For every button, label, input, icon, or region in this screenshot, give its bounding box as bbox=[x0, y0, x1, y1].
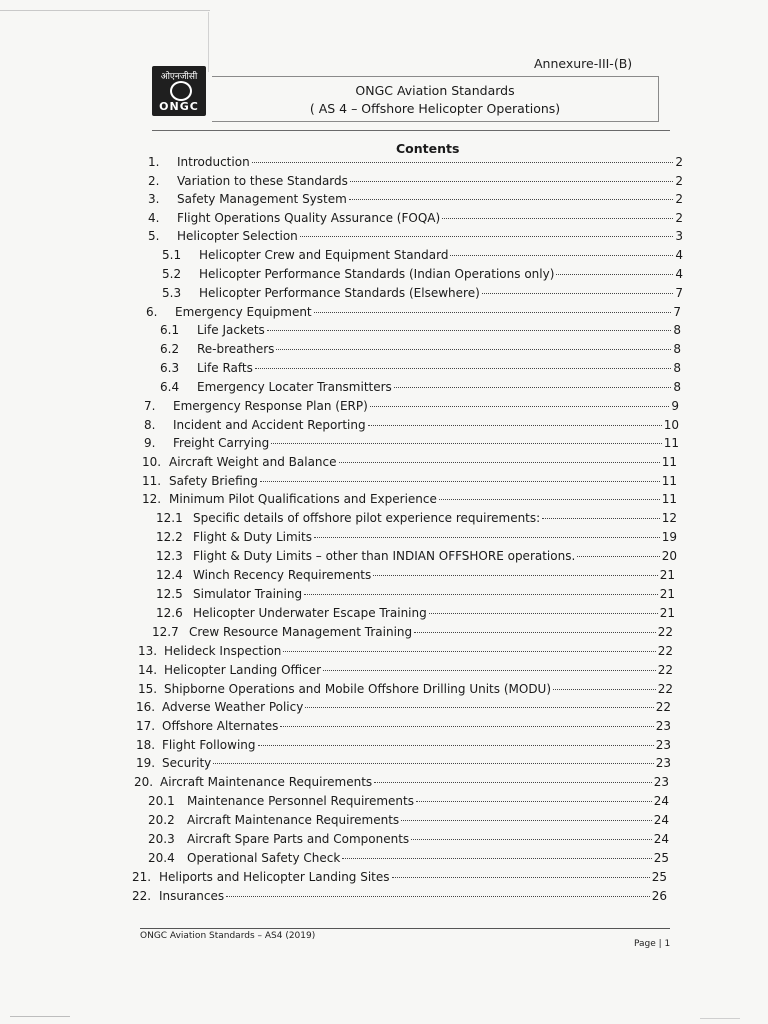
toc-entry-number: 1. bbox=[148, 155, 160, 169]
toc-entry-number: 7. bbox=[144, 399, 156, 413]
toc-entry bbox=[152, 624, 673, 640]
footer-document-title: ONGC Aviation Standards – AS4 (2019) bbox=[140, 931, 316, 941]
toc-entry-page: 3 bbox=[675, 229, 683, 243]
toc-entry-number: 4. bbox=[148, 211, 160, 225]
toc-dot-leader bbox=[300, 236, 674, 237]
toc-entry-page: 23 bbox=[655, 719, 671, 733]
toc-entry-page: 21 bbox=[659, 606, 675, 620]
toc-entry-number: 5.2 bbox=[162, 267, 182, 281]
toc-entry bbox=[162, 247, 683, 263]
toc-entry-page: 22 bbox=[657, 625, 673, 639]
toc-entry-page: 26 bbox=[651, 889, 667, 903]
toc-entry-number: 3. bbox=[148, 192, 160, 206]
toc-entry-number: 8. bbox=[144, 418, 156, 432]
toc-entry-title: Helicopter Crew and Equipment Standard bbox=[199, 248, 449, 262]
toc-entry bbox=[148, 793, 669, 809]
toc-entry-page: 11 bbox=[661, 455, 677, 469]
toc-entry-page: 22 bbox=[657, 663, 673, 677]
toc-entry-title: Emergency Equipment bbox=[175, 305, 312, 319]
toc-entry-number: 11. bbox=[142, 474, 162, 488]
toc-dot-leader bbox=[260, 481, 660, 482]
toc-entry-title: Heliports and Helicopter Landing Sites bbox=[159, 870, 390, 884]
scan-edge bbox=[700, 1018, 740, 1019]
scan-edge bbox=[208, 12, 209, 72]
toc-entry bbox=[144, 417, 679, 433]
toc-entry-page: 8 bbox=[673, 361, 681, 375]
toc-entry-title: Incident and Accident Reporting bbox=[173, 418, 366, 432]
toc-entry-title: Flight & Duty Limits bbox=[193, 530, 312, 544]
toc-entry bbox=[148, 191, 683, 207]
toc-dot-leader bbox=[442, 218, 673, 219]
toc-entry-number: 13. bbox=[138, 644, 158, 658]
toc-entry bbox=[146, 304, 681, 320]
toc-entry-number: 5.3 bbox=[162, 286, 182, 300]
header-divider bbox=[152, 130, 670, 131]
toc-dot-leader bbox=[374, 782, 652, 783]
toc-entry-number: 12.5 bbox=[156, 587, 183, 601]
scan-edge bbox=[0, 10, 210, 11]
toc-entry-number: 12.2 bbox=[156, 530, 183, 544]
toc-entry-title: Security bbox=[162, 756, 212, 770]
toc-dot-leader bbox=[401, 820, 652, 821]
toc-entry-title: Life Rafts bbox=[197, 361, 253, 375]
toc-dot-leader bbox=[255, 368, 672, 369]
toc-entry-page: 21 bbox=[659, 587, 675, 601]
toc-entry-title: Flight & Duty Limits – other than INDIAN OFFSHORE operations. bbox=[193, 549, 576, 563]
toc-entry-number: 12. bbox=[142, 492, 162, 506]
toc-entry-page: 23 bbox=[655, 756, 671, 770]
toc-entry bbox=[136, 699, 671, 715]
toc-dot-leader bbox=[556, 274, 673, 275]
toc-entry-page: 12 bbox=[661, 511, 677, 525]
toc-entry-title: Variation to these Standards bbox=[177, 174, 348, 188]
toc-dot-leader bbox=[349, 199, 674, 200]
toc-dot-leader bbox=[350, 181, 673, 182]
ongc-logo bbox=[152, 66, 206, 116]
toc-entry-title: Emergency Response Plan (ERP) bbox=[173, 399, 368, 413]
toc-entry-page: 2 bbox=[675, 192, 683, 206]
toc-entry-title: Aircraft Spare Parts and Components bbox=[187, 832, 410, 846]
toc-entry-page: 10 bbox=[663, 418, 679, 432]
toc-dot-leader bbox=[439, 499, 660, 500]
toc-entry-number: 15. bbox=[138, 682, 158, 696]
toc-entry bbox=[136, 755, 671, 771]
toc-entry-number: 6.2 bbox=[160, 342, 180, 356]
toc-entry bbox=[156, 567, 675, 583]
toc-entry-title: Aircraft Maintenance Requirements bbox=[160, 775, 373, 789]
toc-entry-title: Re-breathers bbox=[197, 342, 275, 356]
toc-entry-title: Maintenance Personnel Requirements bbox=[187, 794, 414, 808]
toc-dot-leader bbox=[553, 689, 656, 690]
toc-dot-leader bbox=[411, 839, 652, 840]
toc-dot-leader bbox=[342, 858, 651, 859]
toc-entry bbox=[144, 398, 679, 414]
toc-entry-title: Crew Resource Management Training bbox=[189, 625, 413, 639]
toc-entry-page: 22 bbox=[657, 682, 673, 696]
toc-entry-page: 24 bbox=[653, 832, 669, 846]
toc-dot-leader bbox=[213, 763, 653, 764]
toc-dot-leader bbox=[276, 349, 671, 350]
toc-entry bbox=[162, 285, 683, 301]
toc-dot-leader bbox=[394, 387, 672, 388]
toc-entry-number: 16. bbox=[136, 700, 156, 714]
toc-entry-page: 7 bbox=[675, 286, 683, 300]
toc-entry-page: 22 bbox=[655, 700, 671, 714]
toc-entry-title: Insurances bbox=[159, 889, 225, 903]
toc-dot-leader bbox=[392, 877, 650, 878]
toc-entry bbox=[148, 154, 683, 170]
toc-entry bbox=[132, 888, 667, 904]
toc-entry-number: 20.3 bbox=[148, 832, 175, 846]
toc-entry-page: 25 bbox=[653, 851, 669, 865]
toc-entry-number: 21. bbox=[132, 870, 152, 884]
toc-entry-title: Helicopter Underwater Escape Training bbox=[193, 606, 427, 620]
toc-entry-number: 20.2 bbox=[148, 813, 175, 827]
toc-entry-page: 25 bbox=[651, 870, 667, 884]
toc-dot-leader bbox=[314, 537, 660, 538]
toc-entry-title: Specific details of offshore pilot experience requirements: bbox=[193, 511, 541, 525]
toc-entry bbox=[148, 850, 669, 866]
toc-entry-number: 12.6 bbox=[156, 606, 183, 620]
toc-entry bbox=[156, 586, 675, 602]
toc-entry-page: 11 bbox=[661, 474, 677, 488]
toc-entry-title: Helicopter Performance Standards (Indian Operations only) bbox=[199, 267, 555, 281]
toc-entry-title: Flight Following bbox=[162, 738, 256, 752]
toc-entry-page: 11 bbox=[663, 436, 679, 450]
toc-dot-leader bbox=[577, 556, 659, 557]
toc-dot-leader bbox=[252, 162, 674, 163]
toc-entry-page: 23 bbox=[655, 738, 671, 752]
toc-entry bbox=[138, 662, 673, 678]
toc-dot-leader bbox=[373, 575, 657, 576]
toc-entry bbox=[160, 322, 681, 338]
toc-entry bbox=[138, 643, 673, 659]
toc-entry bbox=[160, 379, 681, 395]
toc-entry bbox=[142, 454, 677, 470]
toc-dot-leader bbox=[542, 518, 660, 519]
toc-entry bbox=[138, 681, 673, 697]
toc-entry-number: 12.7 bbox=[152, 625, 179, 639]
toc-entry-title: Simulator Training bbox=[193, 587, 303, 601]
toc-entry-page: 24 bbox=[653, 813, 669, 827]
toc-entry-title: Aircraft Weight and Balance bbox=[169, 455, 337, 469]
toc-entry-title: Operational Safety Check bbox=[187, 851, 341, 865]
toc-dot-leader bbox=[271, 443, 662, 444]
toc-entry bbox=[148, 173, 683, 189]
toc-entry-title: Shipborne Operations and Mobile Offshore Drilling Units (MODU) bbox=[164, 682, 552, 696]
toc-dot-leader bbox=[314, 312, 672, 313]
toc-dot-leader bbox=[305, 707, 653, 708]
toc-entry-number: 6. bbox=[146, 305, 158, 319]
toc-entry-page: 2 bbox=[675, 211, 683, 225]
toc-dot-leader bbox=[450, 255, 673, 256]
toc-entry-number: 6.4 bbox=[160, 380, 180, 394]
toc-entry-title: Helicopter Selection bbox=[177, 229, 298, 243]
toc-entry-number: 10. bbox=[142, 455, 162, 469]
toc-entry-number: 2. bbox=[148, 174, 160, 188]
toc-entry bbox=[142, 491, 677, 507]
toc-entry-title: Safety Management System bbox=[177, 192, 347, 206]
toc-entry-title: Helicopter Performance Standards (Elsewhere) bbox=[199, 286, 480, 300]
toc-entry-number: 5. bbox=[148, 229, 160, 243]
footer-page-number: Page | 1 bbox=[634, 939, 671, 949]
toc-entry bbox=[148, 831, 669, 847]
toc-entry-number: 19. bbox=[136, 756, 156, 770]
toc-entry-title: Winch Recency Requirements bbox=[193, 568, 372, 582]
toc-dot-leader bbox=[226, 896, 650, 897]
scan-edge bbox=[10, 1016, 70, 1017]
toc-entry bbox=[148, 228, 683, 244]
toc-entry bbox=[156, 510, 677, 526]
toc-entry-page: 19 bbox=[661, 530, 677, 544]
header-subtitle: ( AS 4 – Offshore Helicopter Operations) bbox=[309, 101, 561, 116]
contents-heading: Contents bbox=[396, 141, 460, 156]
toc-entry-page: 2 bbox=[675, 174, 683, 188]
toc-entry-number: 6.1 bbox=[160, 323, 180, 337]
toc-dot-leader bbox=[339, 462, 660, 463]
toc-entry-page: 2 bbox=[675, 155, 683, 169]
toc-entry-title: Offshore Alternates bbox=[162, 719, 279, 733]
toc-entry-page: 24 bbox=[653, 794, 669, 808]
toc-entry-page: 7 bbox=[673, 305, 681, 319]
toc-entry-number: 12.3 bbox=[156, 549, 183, 563]
toc-entry-page: 8 bbox=[673, 323, 681, 337]
toc-entry bbox=[156, 529, 677, 545]
toc-entry-title: Minimum Pilot Qualifications and Experience bbox=[169, 492, 437, 506]
toc-entry-title: Emergency Locater Transmitters bbox=[197, 380, 392, 394]
toc-entry bbox=[136, 718, 671, 734]
toc-entry bbox=[160, 341, 681, 357]
toc-entry-number: 20. bbox=[134, 775, 154, 789]
toc-entry bbox=[144, 435, 679, 451]
toc-dot-leader bbox=[482, 293, 674, 294]
toc-entry-title: Flight Operations Quality Assurance (FOQA) bbox=[177, 211, 441, 225]
toc-entry-number: 22. bbox=[132, 889, 152, 903]
toc-dot-leader bbox=[370, 406, 670, 407]
toc-entry-page: 23 bbox=[653, 775, 669, 789]
toc-entry-page: 22 bbox=[657, 644, 673, 658]
toc-entry-page: 9 bbox=[671, 399, 679, 413]
toc-entry bbox=[148, 210, 683, 226]
toc-entry-number: 5.1 bbox=[162, 248, 182, 262]
toc-dot-leader bbox=[416, 801, 652, 802]
toc-dot-leader bbox=[368, 425, 662, 426]
toc-dot-leader bbox=[414, 632, 656, 633]
toc-dot-leader bbox=[429, 613, 658, 614]
toc-entry-number: 6.3 bbox=[160, 361, 180, 375]
header-title: ONGC Aviation Standards bbox=[355, 83, 515, 98]
logo-hindi-text: ओएनजीसी bbox=[160, 72, 198, 82]
header-box bbox=[212, 76, 659, 122]
toc-entry-title: Helicopter Landing Officer bbox=[164, 663, 322, 677]
toc-entry bbox=[148, 812, 669, 828]
toc-entry bbox=[156, 548, 677, 564]
toc-entry bbox=[142, 473, 677, 489]
toc-dot-leader bbox=[283, 651, 655, 652]
toc-entry-number: 20.4 bbox=[148, 851, 175, 865]
logo-emblem-icon bbox=[170, 81, 192, 101]
toc-entry-title: Safety Briefing bbox=[169, 474, 258, 488]
toc-entry-number: 18. bbox=[136, 738, 156, 752]
footer-divider bbox=[140, 928, 670, 929]
toc-dot-leader bbox=[323, 670, 656, 671]
toc-entry-number: 9. bbox=[144, 436, 156, 450]
toc-entry-title: Helideck Inspection bbox=[164, 644, 282, 658]
toc-entry-page: 8 bbox=[673, 380, 681, 394]
annexure-label: Annexure-III-(B) bbox=[534, 56, 633, 71]
toc-dot-leader bbox=[304, 594, 658, 595]
toc-entry-title: Life Jackets bbox=[197, 323, 265, 337]
toc-entry bbox=[156, 605, 675, 621]
toc-entry-number: 12.1 bbox=[156, 511, 183, 525]
toc-entry bbox=[160, 360, 681, 376]
toc-dot-leader bbox=[267, 330, 672, 331]
toc-entry-title: Aircraft Maintenance Requirements bbox=[187, 813, 400, 827]
toc-entry bbox=[162, 266, 683, 282]
toc-entry bbox=[134, 774, 669, 790]
toc-entry-number: 17. bbox=[136, 719, 156, 733]
toc-entry-number: 20.1 bbox=[148, 794, 175, 808]
toc-dot-leader bbox=[280, 726, 653, 727]
toc-entry-page: 20 bbox=[661, 549, 677, 563]
toc-entry-page: 21 bbox=[659, 568, 675, 582]
toc-entry-title: Introduction bbox=[177, 155, 250, 169]
toc-entry-page: 4 bbox=[675, 248, 683, 262]
toc-entry-page: 4 bbox=[675, 267, 683, 281]
toc-entry bbox=[132, 869, 667, 885]
toc-entry-page: 11 bbox=[661, 492, 677, 506]
toc-entry-page: 8 bbox=[673, 342, 681, 356]
toc-entry-number: 14. bbox=[138, 663, 158, 677]
toc-entry-title: Freight Carrying bbox=[173, 436, 270, 450]
logo-name: ONGC bbox=[159, 100, 199, 113]
toc-entry-title: Adverse Weather Policy bbox=[162, 700, 304, 714]
toc-entry-number: 12.4 bbox=[156, 568, 183, 582]
toc-dot-leader bbox=[258, 745, 654, 746]
toc-entry bbox=[136, 737, 671, 753]
